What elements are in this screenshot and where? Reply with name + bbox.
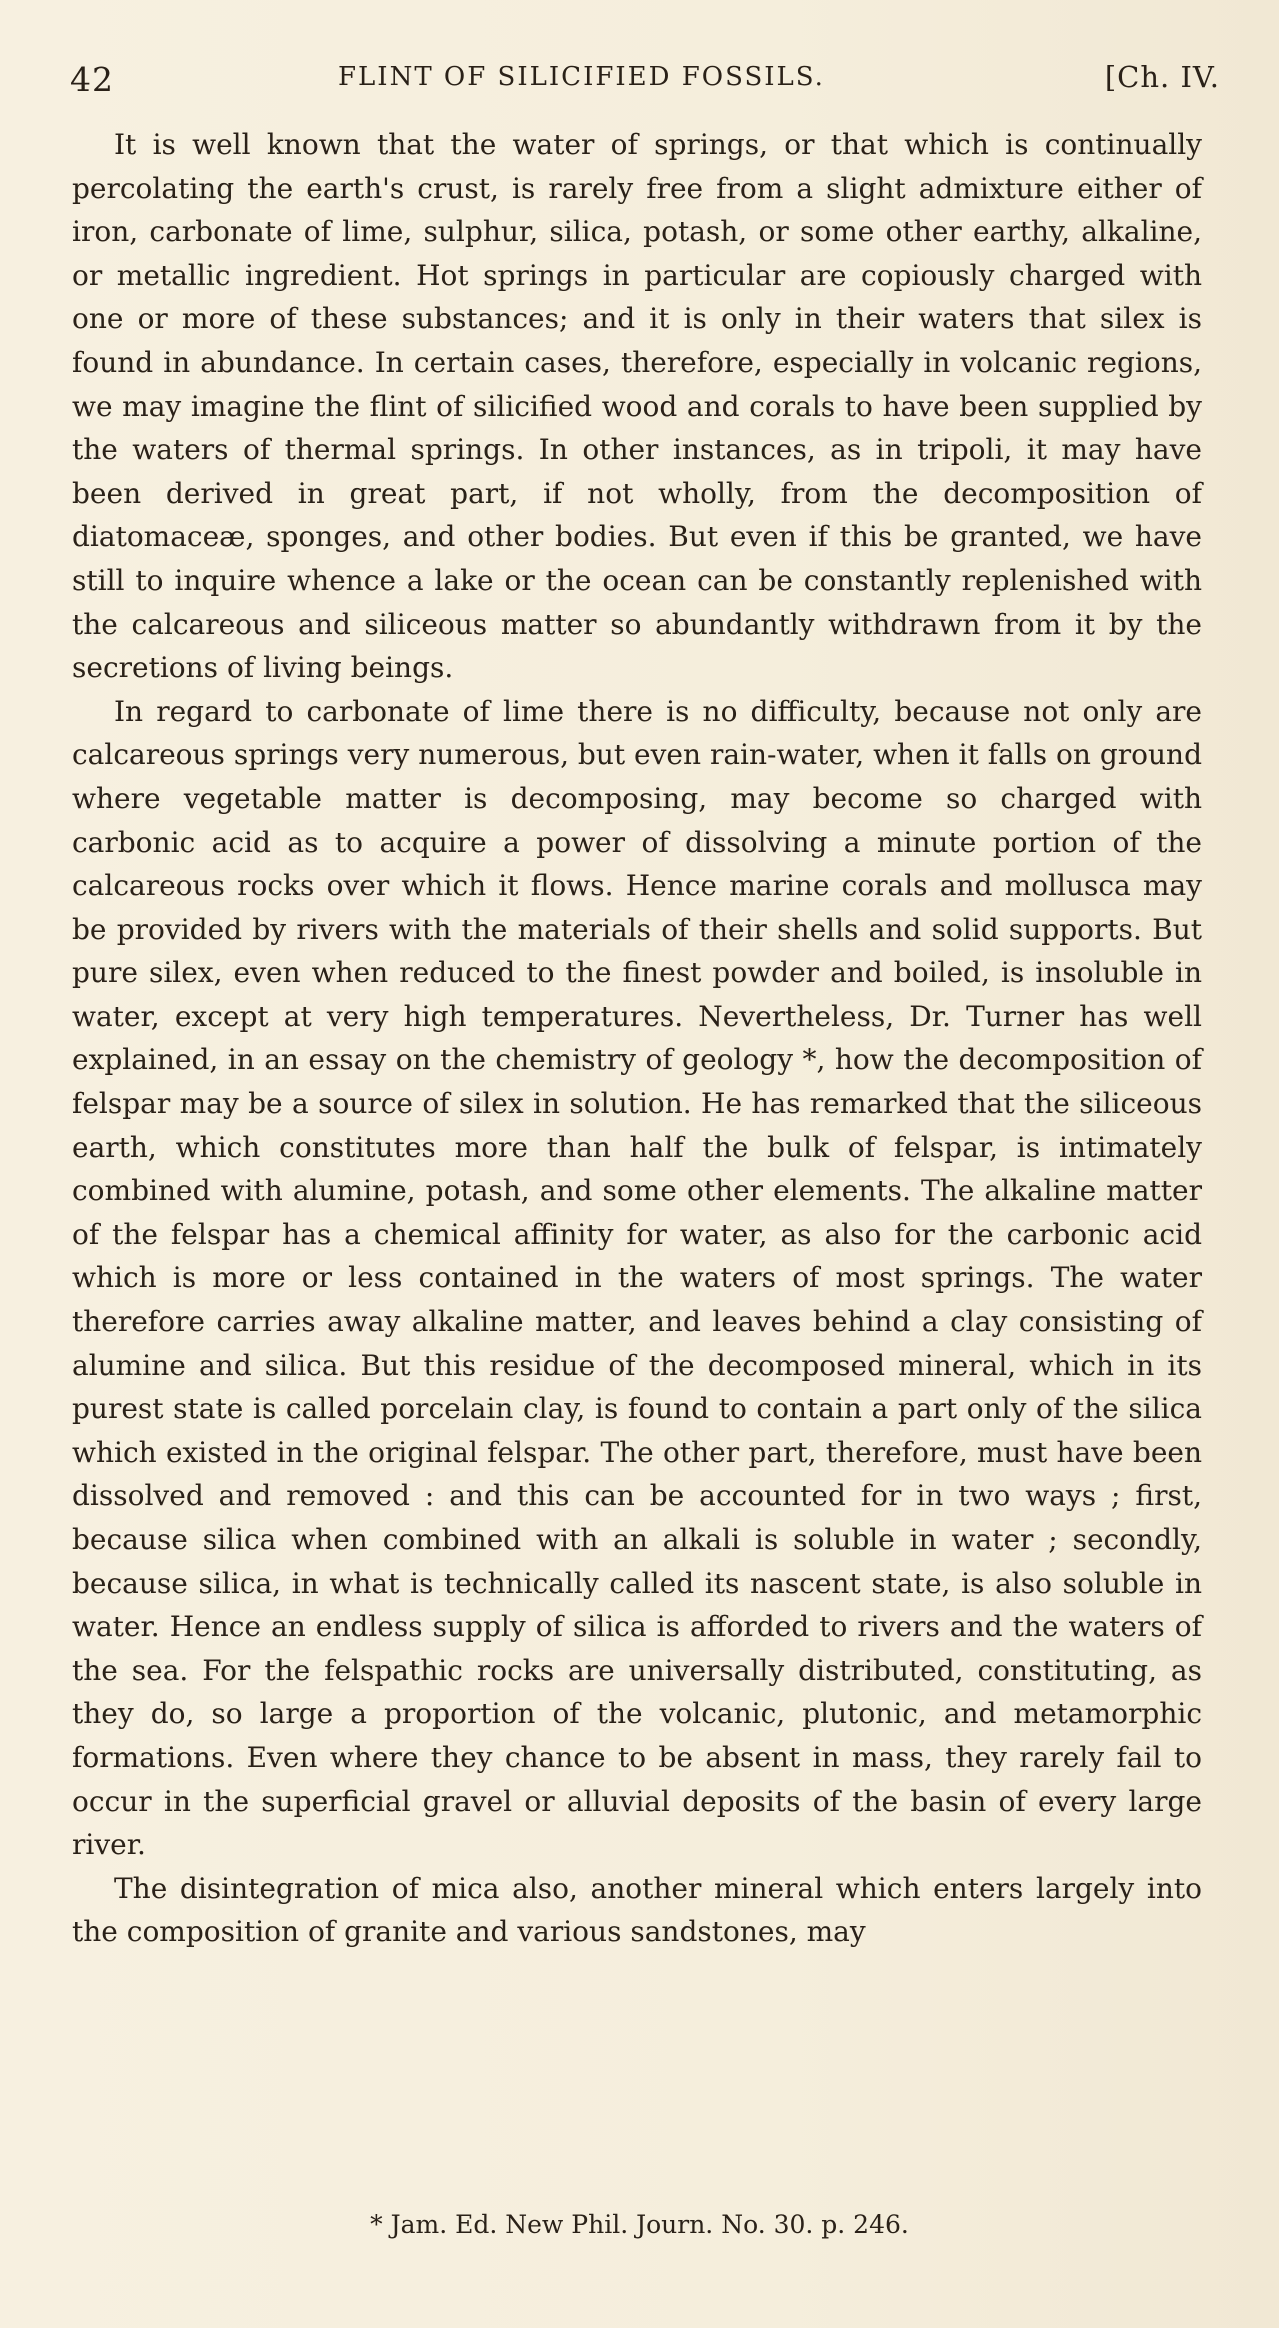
paragraph: The disintegration of mica also, another mineral which enters largely into the composition of granite and various sandstones, may	[72, 1871, 1202, 1949]
paragraph: In regard to carbonate of lime there is no difficulty, because not only are calcareous springs very numerous, but even rain-water, when it falls on ground where vegetable matter is decomposing, may become so charged with carbonic acid as to acquire a power of dissolving a minute portion of the calcareous rocks over which it flows. Hence marine corals and mollusca may be provided by rivers with the materials of their shells and solid supports. But pure silex, even when reduced to the finest powder and boiled, is insoluble in water, except at very high temperatures. Nevertheless, Dr. Turner has well explained, in an essay on the chemistry of geology *, how the decomposition of felspar may be a source of silex in solution. He has remarked that the siliceous earth, which constitutes more than half the bulk of felspar, is intimately combined with alumine, potash, and some other elements. The alkaline matter of the felspar has a chemical affinity for water, as also for the carbonic acid which is more or less contained in the waters of most springs. The water therefore carries away alkaline matter, and leaves behind a clay consisting of alumine and silica. But this residue of the decomposed mineral, which in its purest state is called porcelain clay, is found to contain a part only of the silica which existed in the original felspar. The other part, therefore, must have been dissolved and removed : and this can be accounted for in two ways ; first, because silica when combined with an alkali is soluble in water ; secondly, because silica, in what is technically called its nascent state, is also soluble in water. Hence an endless supply of silica is afforded to rivers and the waters of the sea. For the felspathic rocks are universally distributed, constituting, as they do, so large a proportion of the volcanic, plutonic, and metamorphic formations. Even where they chance to be absent in mass, they rarely fail to occur in the superficial gravel or alluvial deposits of the basin of every large river.	[72, 694, 1202, 1862]
page-header	[70, 52, 1220, 100]
footnote: * Jam. Ed. New Phil. Journ. No. 30. p. 246.	[370, 2210, 909, 2239]
body-text	[72, 123, 1202, 1954]
chapter-reference: [Ch. IV.	[1104, 60, 1220, 94]
running-title: FLINT OF SILICIFIED FOSSILS.	[338, 62, 825, 92]
paragraph: It is well known that the water of springs, or that which is continually percolating the earth's crust, is rarely free from a slight admixture either of iron, carbonate of lime, sulphur, silica, potash, or some other earthy, alkaline, or metallic ingredient. Hot springs in particular are copiously charged with one or more of these substances; and it is only in their waters that silex is found in abundance. In certain cases, therefore, especially in volcanic regions, we may imagine the flint of silicified wood and corals to have been supplied by the waters of thermal springs. In other instances, as in tripoli, it may have been derived in great part, if not wholly, from the decomposition of diatomaceæ, sponges, and other bodies. But even if this be granted, we have still to inquire whence a lake or the ocean can be constantly replenished with the calcareous and siliceous matter so abundantly withdrawn from it by the secretions of living beings.	[72, 128, 1202, 685]
page-number: 42	[70, 60, 114, 99]
